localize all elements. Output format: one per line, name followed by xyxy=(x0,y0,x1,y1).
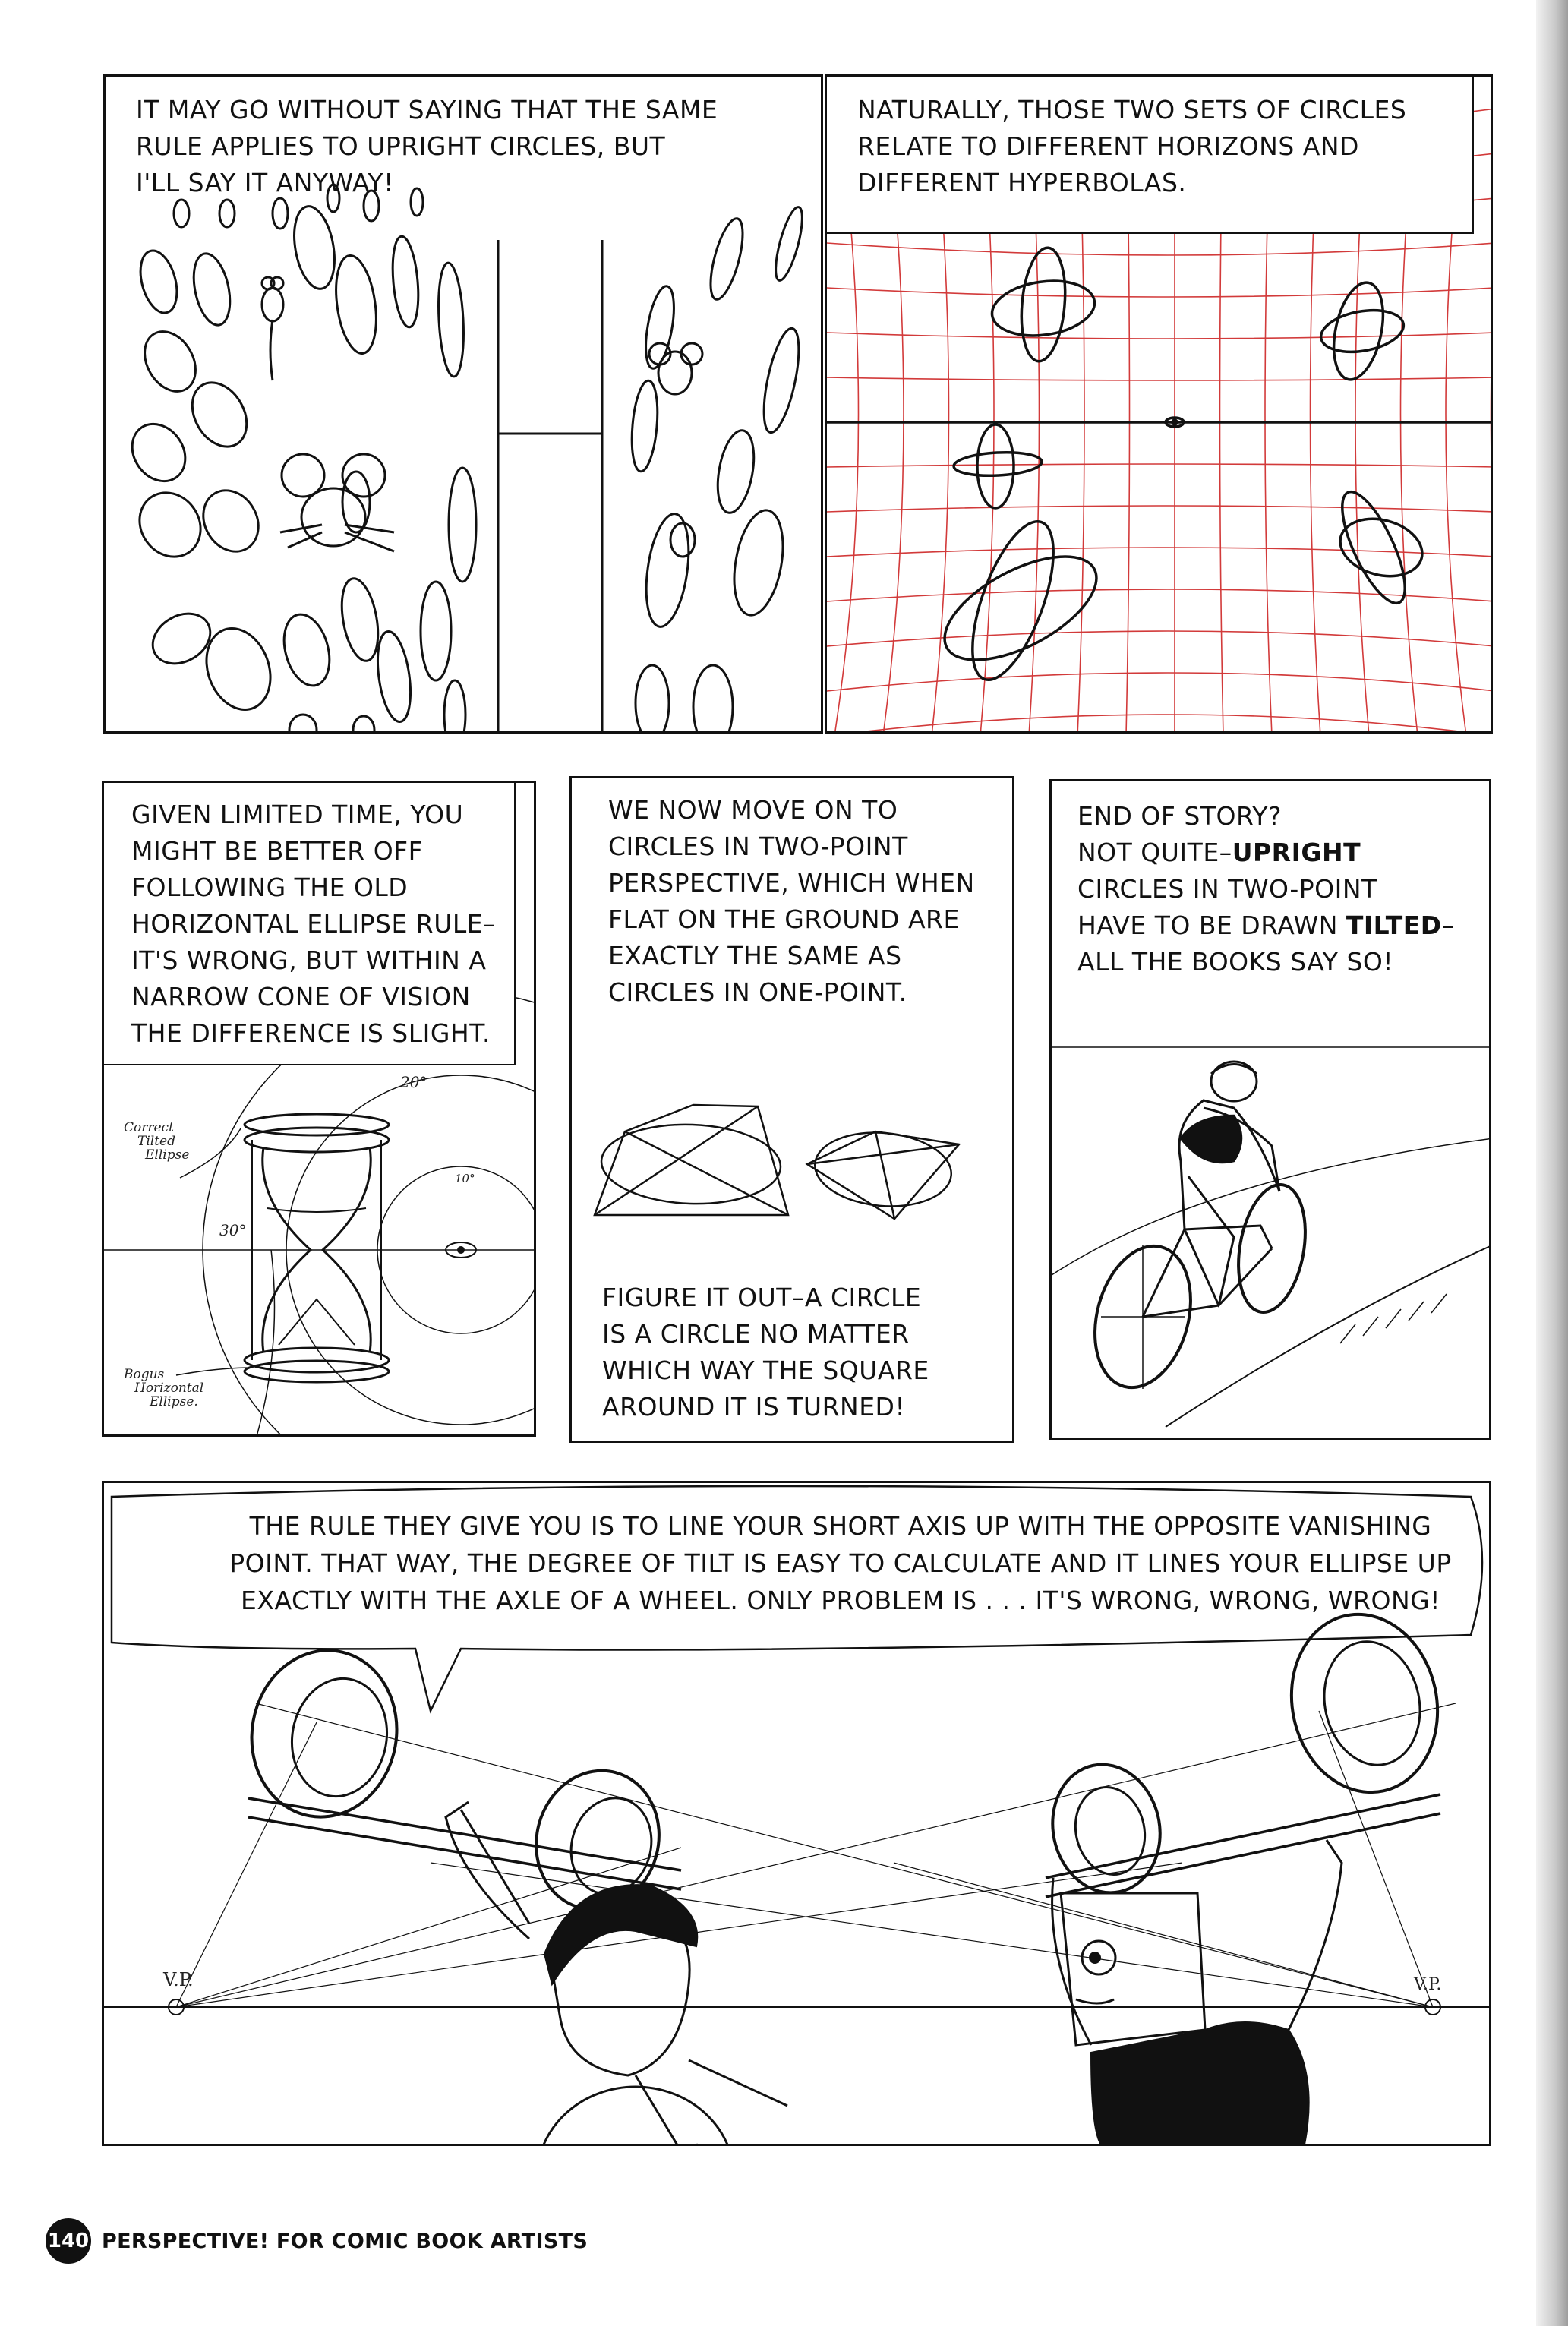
caption-line: CIRCLES IN TWO-POINT xyxy=(608,832,908,861)
caption-line: CIRCLES IN ONE-POINT. xyxy=(608,977,907,1007)
label-line: Ellipse. xyxy=(150,1394,198,1409)
caption-line: EXACTLY THE SAME AS xyxy=(608,941,902,970)
label-line: Ellipse xyxy=(145,1147,190,1163)
caption-line: PERSPECTIVE, WHICH WHEN xyxy=(608,868,975,898)
label-correct-tilted xyxy=(124,1121,189,1162)
label-line: Horizontal xyxy=(134,1381,204,1396)
page-edge-shadow xyxy=(1536,0,1568,2326)
label-line: Tilted xyxy=(137,1134,175,1149)
caption-line: FIGURE IT OUT–A CIRCLE xyxy=(602,1283,922,1312)
caption-line: WHICH WAY THE SQUARE xyxy=(602,1356,929,1385)
page-footer xyxy=(46,2218,588,2264)
caption-line: THE DIFFERENCE IS SLIGHT. xyxy=(131,1018,491,1048)
label-line: Bogus xyxy=(124,1367,165,1382)
caption-line: I'LL SAY IT ANYWAY! xyxy=(136,168,394,197)
caption-line: ALL THE BOOKS SAY SO! xyxy=(1077,947,1394,977)
panel-horizons-hyperbolas xyxy=(825,74,1493,734)
panel-two-point-flat-circles xyxy=(569,776,1014,1443)
angle-label-10: 10° xyxy=(455,1172,475,1185)
caption-line: FOLLOWING THE OLD xyxy=(131,873,409,902)
panel-upright-two-point xyxy=(1049,779,1491,1440)
caption-line: RELATE TO DIFFERENT HORIZONS AND xyxy=(857,131,1359,161)
caption-line: FLAT ON THE GROUND ARE xyxy=(608,904,960,934)
caption-line: NATURALLY, THOSE TWO SETS OF CIRCLES xyxy=(857,95,1407,125)
balloon-line: POINT. THAT WAY, THE DEGREE OF TILT IS EASY TO CALCULATE AND IT LINES YOUR ELLIPSE UP xyxy=(229,1548,1452,1578)
balloon-line: EXACTLY WITH THE AXLE OF A WHEEL. ONLY PROBLEM IS . . . IT'S WRONG, WRONG, WRONG! xyxy=(241,1586,1440,1615)
caption-p3 xyxy=(131,797,496,1052)
panel-upright-circles xyxy=(103,74,823,734)
upright-circles-art xyxy=(106,77,823,734)
caption-text: – xyxy=(1441,911,1455,940)
caption-line: CIRCLES IN TWO-POINT xyxy=(1077,874,1377,904)
angle-label-30: 30° xyxy=(219,1221,247,1239)
caption-line: RULE APPLIES TO UPRIGHT CIRCLES, BUT xyxy=(136,131,666,161)
caption-p2 xyxy=(857,92,1406,201)
angle-label-20: 20° xyxy=(400,1073,427,1091)
caption-text: HAVE TO BE DRAWN xyxy=(1077,911,1346,940)
caption-emphasis: TILTED xyxy=(1346,911,1442,940)
panel-wheel-axle-rule xyxy=(102,1481,1491,2146)
page-number: 140 xyxy=(46,2218,91,2264)
book-title: PERSPECTIVE! FOR COMIC BOOK ARTISTS xyxy=(102,2229,588,2253)
caption-line: DIFFERENT HYPERBOLAS. xyxy=(857,168,1187,197)
cyclist-art xyxy=(1052,781,1491,1440)
caption-line: IS A CIRCLE NO MATTER xyxy=(602,1319,910,1349)
caption-line: IT'S WRONG, BUT WITHIN A xyxy=(131,945,487,975)
balloon-line: THE RULE THEY GIVE YOU IS TO LINE YOUR SHORT AXIS UP WITH THE OPPOSITE VANISHING xyxy=(249,1511,1432,1541)
caption-emphasis: UPRIGHT xyxy=(1232,838,1361,867)
caption-line: HORIZONTAL ELLIPSE RULE– xyxy=(131,909,497,939)
label-line: Correct xyxy=(124,1120,174,1135)
caption-text: NOT QUITE– xyxy=(1077,838,1232,867)
caption-line: WE NOW MOVE ON TO xyxy=(608,795,898,825)
caption-line: AROUND IT IS TURNED! xyxy=(602,1392,906,1422)
label-bogus-horizontal xyxy=(124,1368,203,1409)
caption-line: NARROW CONE OF VISION xyxy=(131,982,471,1012)
vp-label-right: V.P. xyxy=(1414,1975,1442,1994)
caption-line: MIGHT BE BETTER OFF xyxy=(131,836,424,866)
caption-line: END OF STORY? xyxy=(1077,801,1282,831)
caption-p4-bottom xyxy=(602,1280,929,1425)
caption-line: GIVEN LIMITED TIME, YOU xyxy=(131,800,464,829)
speech-balloon-text xyxy=(150,1507,1491,1619)
caption-line: IT MAY GO WITHOUT SAYING THAT THE SAME xyxy=(136,95,718,125)
vp-label-left: V.P. xyxy=(163,1969,194,1990)
panel-horizontal-ellipse-rule xyxy=(102,781,536,1437)
